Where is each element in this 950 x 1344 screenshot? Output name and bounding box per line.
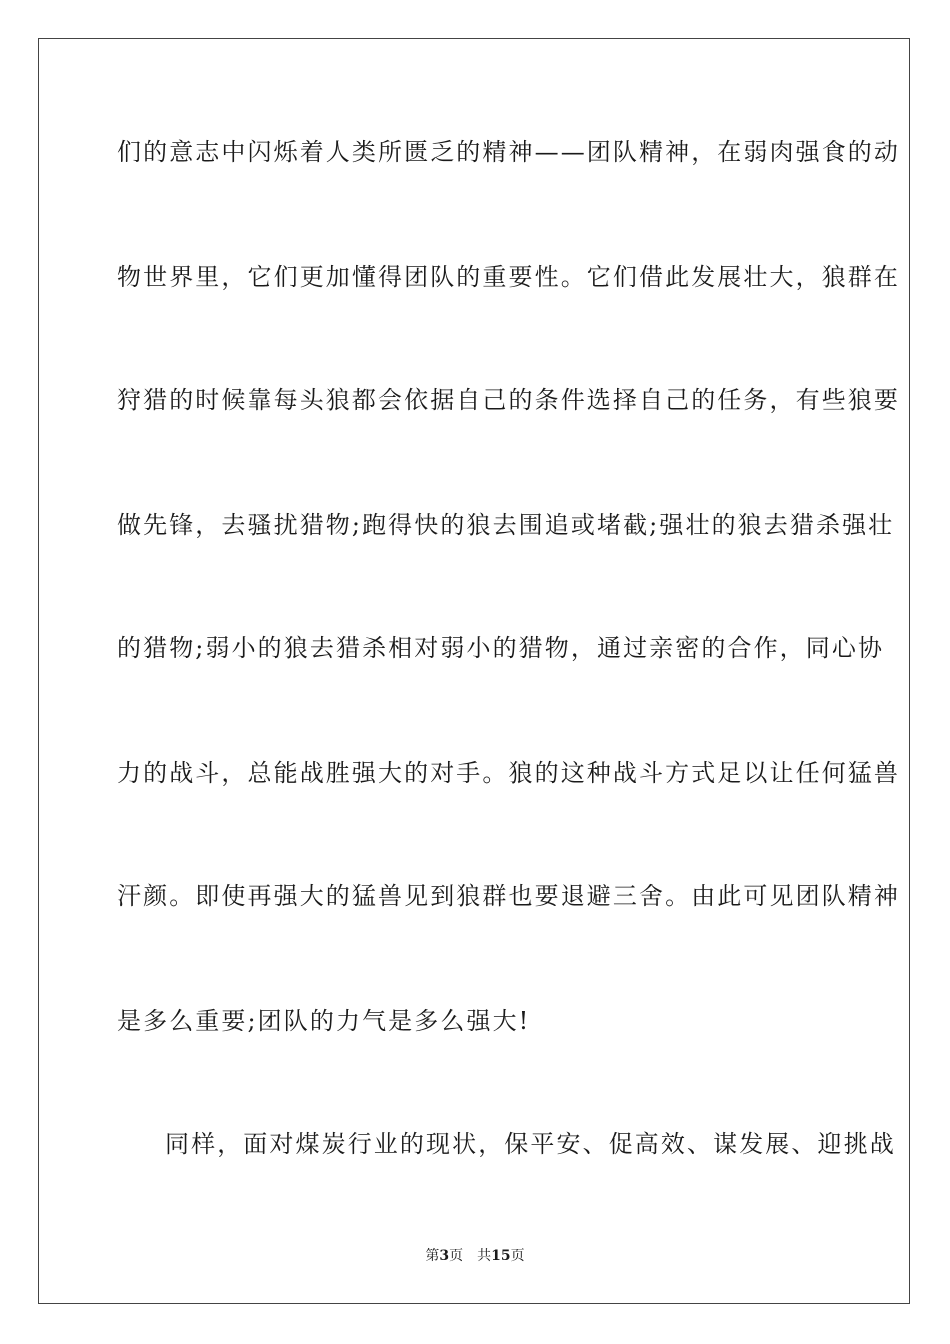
total-pages: 15	[491, 1248, 511, 1264]
page-border	[38, 38, 910, 1304]
body-text-line-7: 汗颜。即使再强大的猛兽见到狼群也要退避三舍。由此可见团队精神	[117, 882, 900, 910]
page-footer	[0, 1247, 950, 1265]
total-suffix: 页	[510, 1248, 525, 1264]
page-prefix: 第	[425, 1248, 440, 1264]
body-text-line-1: 们的意志中闪烁着人类所匮乏的精神——团队精神，在弱肉强食的动	[117, 138, 900, 166]
body-text-line-2: 物世界里，它们更加懂得团队的重要性。它们借此发展壮大，狼群在	[117, 263, 900, 291]
total-prefix: 共	[477, 1248, 492, 1264]
body-text-line-6: 力的战斗，总能战胜强大的对手。狼的这种战斗方式足以让任何猛兽	[117, 759, 900, 787]
body-text-line-3: 狩猎的时候靠每头狼都会依据自己的条件选择自己的任务，有些狼要	[117, 386, 900, 414]
body-text-line-5: 的猎物;弱小的狼去猎杀相对弱小的猎物，通过亲密的合作，同心协	[117, 634, 885, 662]
body-text-line-4: 做先锋，去骚扰猎物;跑得快的狼去围追或堵截;强壮的狼去猎杀强壮	[117, 511, 895, 539]
page-number: 3	[439, 1248, 450, 1264]
body-text-line-8: 是多么重要;团队的力气是多么强大!	[117, 1007, 531, 1035]
paragraph-start-line: 同样，面对煤炭行业的现状，保平安、促高效、谋发展、迎挑战	[165, 1130, 896, 1158]
page-suffix: 页	[449, 1248, 464, 1264]
